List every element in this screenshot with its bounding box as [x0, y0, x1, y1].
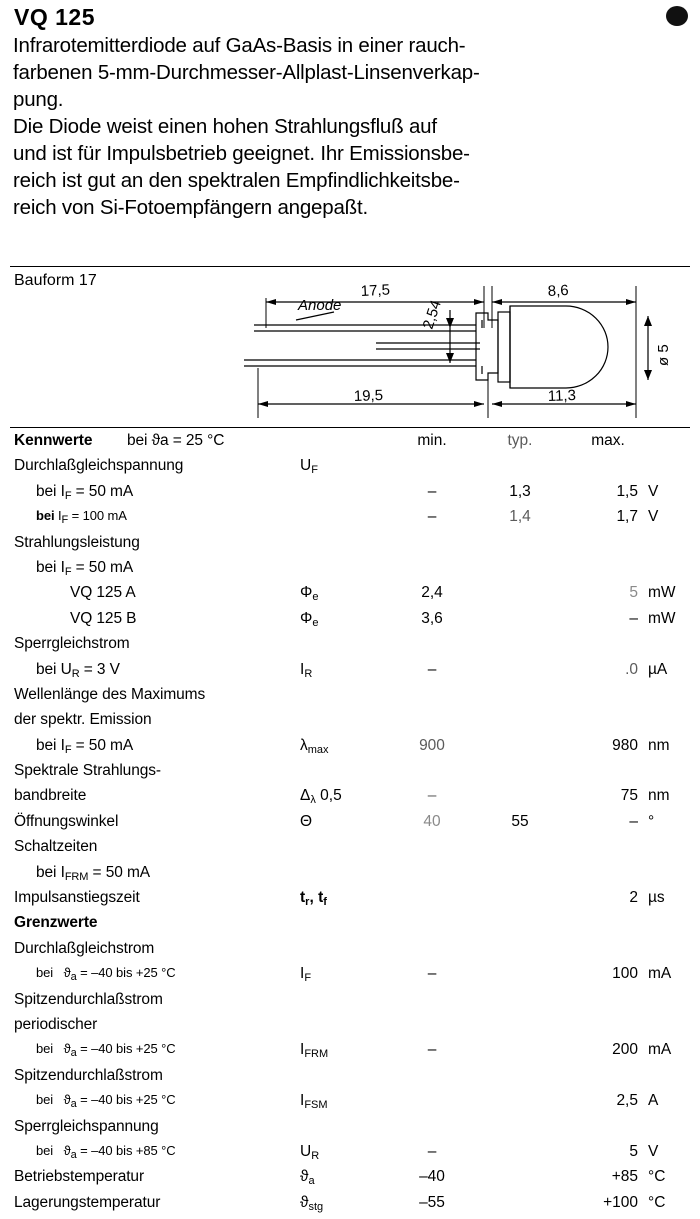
dim-bottom-right: 11,3	[547, 387, 577, 405]
row-max: 200	[612, 1041, 638, 1059]
row-label: Spektrale Strahlungs-	[14, 762, 161, 780]
row-symbol: $I_R$	[300, 660, 313, 680]
description-line: Infrarotemitterdiode auf GaAs-Basis in einer rauch-	[13, 34, 466, 57]
row-symbol: $t_r$, $t_f$	[300, 889, 327, 909]
row-min: 2,4	[421, 584, 443, 602]
row-unit: V	[648, 508, 659, 526]
row-max: 5	[629, 584, 638, 602]
row-unit: nm	[648, 736, 670, 754]
row-symbol: $ϑ_{stg}$	[300, 1193, 324, 1213]
table-row	[0, 584, 700, 609]
table-row	[0, 534, 700, 559]
row-symbol: $\Phi_e$	[300, 584, 319, 604]
characteristics-table	[0, 432, 700, 1219]
row-label: bei $I_F = 50$ mA	[36, 736, 134, 756]
row-unit: µs	[648, 889, 665, 907]
divider-bottom	[10, 427, 690, 428]
row-max: –	[629, 812, 638, 830]
section-kennwerte: Kennwerte	[14, 432, 93, 449]
table-row	[0, 686, 700, 711]
table-row	[0, 737, 700, 762]
row-symbol: Θ	[300, 812, 313, 830]
row-label: Spitzendurchlaßstrom	[14, 990, 163, 1008]
row-label: periodischer	[14, 1015, 98, 1033]
row-min: –55	[419, 1193, 445, 1211]
row-unit: mW	[648, 609, 676, 627]
table-row	[0, 787, 700, 812]
row-label: Durchlaßgleichspannung	[14, 457, 184, 475]
divider-top	[10, 266, 690, 267]
table-row	[0, 483, 700, 508]
anode-label: Anode	[298, 297, 342, 314]
component-drawing	[236, 268, 676, 426]
row-max: 1,7	[616, 508, 638, 526]
row-symbol: $\lambda_{max}$	[300, 736, 329, 756]
row-label: bei $ϑ_a = -40$ bis +85 °C	[36, 1142, 176, 1161]
row-min: 3,6	[421, 609, 443, 627]
row-label: bei $ϑ_a = -40$ bis +25 °C	[36, 1041, 176, 1060]
table-row	[0, 1143, 700, 1168]
row-typ: 1,4	[509, 508, 531, 526]
row-max: .0	[625, 660, 638, 678]
row-label: bei $I_F = 100$ mA	[36, 508, 127, 527]
row-symbol: $ϑ_a$	[300, 1168, 315, 1188]
table-row	[0, 1041, 700, 1066]
bauform-label: Bauform 17	[14, 272, 97, 289]
row-max: 5	[629, 1142, 638, 1160]
row-max: 75	[620, 787, 638, 805]
description-line: farbenen 5-mm-Durchmesser-Allplast-Linsenverkap-	[13, 61, 480, 84]
row-min: –	[427, 965, 437, 983]
row-min: 900	[419, 736, 445, 754]
description-line: und ist für Impulsbetrieb geeignet. Ihr Emissionsbe-	[13, 142, 470, 165]
row-unit: V	[648, 1142, 659, 1160]
row-label: Strahlungsleistung	[14, 533, 140, 551]
description-line: reich von Si-Fotoempfängern angepaßt.	[13, 196, 368, 219]
row-label: Öffnungswinkel	[14, 812, 119, 830]
description-line: reich ist gut an den spektralen Empfindlichkeitsbe-	[13, 169, 460, 192]
col-header-min: min.	[417, 432, 447, 449]
table-header-row	[0, 432, 700, 457]
row-symbol: $U_F$	[300, 457, 318, 477]
table-row	[0, 1118, 700, 1143]
row-label: Spitzendurchlaßstrom	[14, 1066, 163, 1084]
row-label: bei $ϑ_a = -40$ bis +25 °C	[36, 965, 176, 984]
row-max: –	[629, 609, 638, 627]
row-max: +100	[603, 1193, 638, 1211]
row-label: Lagerungstemperatur	[14, 1193, 161, 1211]
row-unit: °C	[648, 1193, 666, 1211]
dim-top-left: 17,5	[360, 281, 391, 300]
row-label: Sperrgleichstrom	[14, 635, 130, 653]
table-row	[0, 991, 700, 1016]
dim-lead-pitch: 2,54	[419, 298, 445, 332]
row-unit: A	[648, 1092, 659, 1110]
table-section-grenzwerte	[0, 914, 700, 939]
row-label: Wellenlänge des Maximums	[14, 685, 206, 703]
row-label: bei $ϑ_a = -40$ bis +25 °C	[36, 1092, 176, 1111]
row-label: bandbreite	[14, 787, 87, 805]
col-header-max: max.	[591, 432, 625, 449]
kennwerte-condition: bei ϑa = 25 °C	[127, 432, 225, 449]
row-min: –	[427, 482, 437, 500]
row-label: Durchlaßgleichstrom	[14, 939, 155, 957]
table-row	[0, 711, 700, 736]
col-header-typ: typ.	[507, 432, 533, 449]
row-min: –	[427, 1142, 437, 1160]
table-row	[0, 559, 700, 584]
dim-top-right: 8,6	[547, 281, 570, 300]
row-label: VQ 125 A	[70, 584, 136, 602]
row-max: 2	[629, 889, 638, 907]
row-label: der spektr. Emission	[14, 711, 152, 729]
row-symbol: $\Delta_\lambda$ 0,5	[300, 787, 342, 807]
row-min: –40	[419, 1168, 445, 1186]
row-unit: µA	[648, 660, 668, 678]
row-label: bei $I_F = 50$ mA	[36, 558, 134, 578]
row-unit: °C	[648, 1168, 666, 1186]
row-unit: mA	[648, 965, 672, 983]
row-label: Betriebstemperatur	[14, 1168, 145, 1186]
table-row	[0, 457, 700, 482]
dim-bottom-left: 19,5	[353, 386, 384, 405]
table-row	[0, 1092, 700, 1117]
description-line: pung.	[13, 88, 64, 111]
row-label: Impulsanstiegszeit	[14, 889, 140, 907]
row-max: 980	[612, 736, 638, 754]
row-label: bei $I_{FRM} = 50$ mA	[36, 863, 151, 883]
row-symbol: $\Phi_e$	[300, 609, 319, 629]
section-label: Grenzwerte	[14, 914, 98, 932]
row-label: bei $I_F = 50$ mA	[36, 482, 134, 502]
row-unit: V	[648, 482, 659, 500]
row-label: VQ 125 B	[70, 609, 137, 627]
row-typ: 1,3	[509, 482, 531, 500]
row-typ: 55	[511, 812, 529, 830]
row-label: Sperrgleichspannung	[14, 1117, 159, 1135]
row-symbol: $I_{FSM}$	[300, 1092, 328, 1112]
row-min: –	[427, 660, 437, 678]
table-row	[0, 1194, 700, 1219]
row-symbol: $I_F$	[300, 965, 312, 985]
row-min: 40	[423, 812, 441, 830]
row-unit: nm	[648, 787, 670, 805]
row-max: 1,5	[616, 482, 638, 500]
table-row	[0, 889, 700, 914]
table-row	[0, 762, 700, 787]
corner-dot-icon	[666, 6, 688, 26]
row-max: 2,5	[616, 1092, 638, 1110]
table-row	[0, 661, 700, 686]
row-min: –	[427, 508, 437, 526]
row-unit: mW	[648, 584, 676, 602]
dim-diameter: ø 5	[655, 344, 672, 366]
row-unit: °	[648, 812, 655, 830]
description-text	[13, 33, 685, 221]
row-label: bei $U_R = 3$ V	[36, 660, 120, 680]
page-title: VQ 125	[14, 4, 95, 30]
table-row	[0, 610, 700, 635]
table-row	[0, 1168, 700, 1193]
table-row	[0, 838, 700, 863]
table-row	[0, 635, 700, 660]
description-line: Die Diode weist einen hohen Strahlungsfluß auf	[13, 115, 437, 138]
table-row	[0, 1016, 700, 1041]
row-min: –	[427, 787, 437, 805]
table-row	[0, 813, 700, 838]
row-min: –	[427, 1041, 437, 1059]
table-row	[0, 1067, 700, 1092]
table-row	[0, 508, 700, 533]
row-symbol: $U_R$	[300, 1142, 320, 1162]
table-row	[0, 940, 700, 965]
table-row	[0, 965, 700, 990]
row-max: +85	[611, 1168, 638, 1186]
table-row	[0, 864, 700, 889]
row-symbol: $I_{FRM}$	[300, 1041, 329, 1061]
row-max: 100	[612, 965, 638, 983]
row-label: Schaltzeiten	[14, 838, 98, 856]
row-unit: mA	[648, 1041, 672, 1059]
